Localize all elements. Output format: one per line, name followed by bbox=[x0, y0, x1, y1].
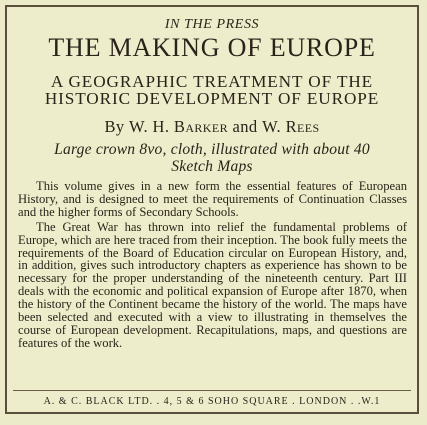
author-2: W. Rees bbox=[262, 117, 320, 136]
subtitle-line-2: HISTORIC DEVELOPMENT OF EUROPE bbox=[44, 89, 380, 108]
footer-divider bbox=[13, 390, 411, 391]
description-paragraph-1: This volume gives in a new form the essential features of European History, and is designed to meet the requirements of Continuation Classes and the higher forms of Secondary Schools. bbox=[18, 179, 407, 219]
book-title: THE MAKING OF EUROPE bbox=[48, 33, 376, 62]
author-1: W. H. Barker bbox=[129, 117, 228, 136]
advertisement-content bbox=[7, 7, 417, 412]
author-line bbox=[7, 117, 417, 137]
author-and: and bbox=[232, 117, 258, 136]
advertisement-frame bbox=[5, 5, 419, 414]
author-by: By bbox=[104, 117, 125, 136]
book-format bbox=[19, 141, 405, 175]
subtitle-line-1: A GEOGRAPHIC TREATMENT OF THE bbox=[50, 72, 374, 91]
press-notice: IN THE PRESS bbox=[164, 17, 260, 32]
description-body bbox=[18, 180, 407, 350]
description-paragraph-2: The Great War has thrown into relief the fundamental problems of Europe, which are here traced from their inception. The book fully meets the requirements of the Board of Education circular on European History, and, in addition, gives such introductory chapters as experience has shown to be necessary for the proper understanding of the nineteenth century. Part III deals with the economic and political expansion of Europe after 1870, when the history of the Continent became the history of the world. The maps have been selected and executed with a view to illustrating in themselves the course of European development. Recapitulations, maps, and questions are features of the work. bbox=[18, 219, 407, 350]
format-line-1: Large crown 8vo, cloth, illustrated with about 40 bbox=[54, 141, 370, 158]
format-line-2: Sketch Maps bbox=[171, 158, 253, 175]
book-subtitle bbox=[19, 73, 405, 107]
publisher-footer: A. & C. BLACK LTD. . 4, 5 & 6 SOHO SQUARE . LONDON . .W.1 bbox=[43, 396, 381, 407]
